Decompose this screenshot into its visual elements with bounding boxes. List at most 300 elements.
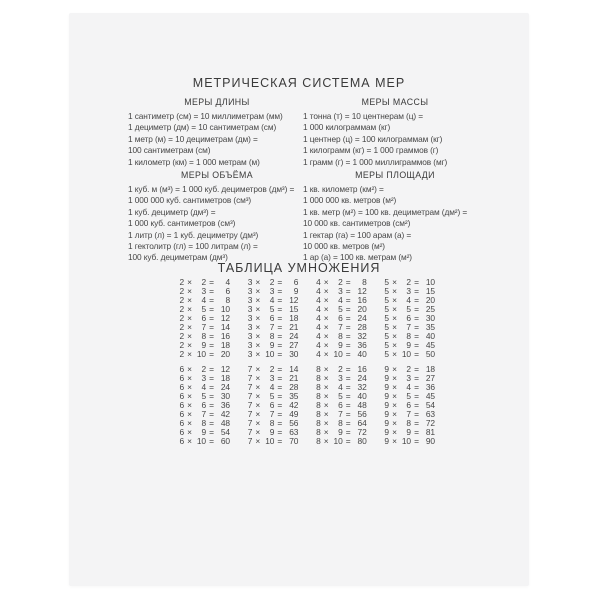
factor-a: 8 [316, 373, 321, 383]
times-sign: × [392, 427, 397, 437]
times-sign: × [255, 391, 261, 401]
factor-a: 9 [384, 418, 389, 428]
product: 9 [293, 286, 299, 296]
measure-line: 1 кв. метр (м²) = 100 кв. дециметрам (дм²) = [303, 206, 468, 217]
section-length-measures [128, 97, 306, 168]
times-sign: × [255, 277, 261, 287]
product: 72 [425, 418, 435, 428]
factor-a: 7 [247, 409, 253, 419]
times-sign: × [255, 364, 261, 374]
section-heading-length: МЕРЫ ДЛИНЫ [184, 97, 250, 107]
factor-a: 2 [179, 340, 184, 350]
equals-sign: = [414, 340, 419, 350]
times-sign: × [392, 340, 397, 350]
factor-b: 5 [269, 304, 275, 314]
measure-line: 1 000 000 куб. сантиметров (см³) [128, 195, 252, 206]
equals-sign: = [209, 436, 214, 446]
measure-line: 1 километр (км) = 1 000 метрам (м) [128, 156, 260, 167]
product: 18 [220, 373, 230, 383]
measure-line: 1 000 килограммам (кг) [303, 122, 391, 133]
product: 36 [220, 400, 230, 410]
factor-b: 10 [265, 349, 275, 359]
times-sign: × [187, 286, 192, 296]
times-sign: × [255, 286, 261, 296]
factor-a: 6 [179, 391, 184, 401]
measure-line: 1 грамм (г) = 1 000 миллиграммов (мг) [303, 156, 448, 167]
factor-b: 9 [269, 340, 275, 350]
measure-line: 100 куб. дециметрам (дм³) [128, 252, 228, 263]
factor-a: 8 [316, 382, 321, 392]
factor-a: 4 [316, 322, 321, 332]
times-sign: × [187, 418, 192, 428]
equals-sign: = [345, 286, 351, 296]
factor-a: 2 [179, 349, 184, 359]
factor-a: 7 [247, 373, 253, 383]
product: 27 [289, 340, 299, 350]
factor-a: 3 [247, 349, 253, 359]
equals-sign: = [277, 373, 283, 383]
product: 54 [220, 427, 230, 437]
equals-sign: = [345, 400, 351, 410]
product: 81 [425, 427, 435, 437]
product: 36 [425, 382, 435, 392]
times-sign: × [323, 364, 329, 374]
equals-sign: = [277, 391, 283, 401]
product: 10 [425, 277, 435, 287]
equals-sign: = [277, 349, 283, 359]
multiplication-fact [245, 437, 298, 446]
equals-sign: = [345, 418, 351, 428]
product: 49 [289, 409, 299, 419]
multiplication-fact [382, 350, 435, 359]
section-heading-volume: МЕРЫ ОБЪЁМА [180, 170, 254, 180]
factor-b: 10 [401, 436, 411, 446]
factor-b: 5 [338, 391, 343, 401]
factor-a: 4 [316, 340, 321, 350]
factor-b: 5 [201, 304, 206, 314]
factor-b: 2 [269, 364, 275, 374]
factor-a: 7 [247, 436, 253, 446]
factor-a: 2 [179, 295, 184, 305]
multiplication-column-9 [382, 365, 435, 446]
equals-sign: = [414, 364, 419, 374]
factor-b: 7 [201, 409, 206, 419]
times-sign: × [392, 391, 397, 401]
product: 72 [357, 427, 367, 437]
factor-b: 4 [201, 382, 206, 392]
factor-b: 5 [338, 304, 343, 314]
equals-sign: = [277, 400, 283, 410]
times-sign: × [255, 436, 261, 446]
measure-line: 1 килограмм (кг) = 1 000 граммов (г) [303, 145, 439, 156]
product: 56 [357, 409, 367, 419]
times-sign: × [392, 286, 397, 296]
equals-sign: = [209, 322, 214, 332]
equals-sign: = [209, 373, 214, 383]
multiplication-column-7 [245, 365, 298, 446]
factor-a: 2 [179, 286, 184, 296]
factor-b: 6 [269, 313, 275, 323]
times-sign: × [392, 409, 397, 419]
factor-b: 9 [338, 427, 343, 437]
multiplication-fact [177, 350, 230, 359]
times-sign: × [255, 409, 261, 419]
factor-a: 3 [247, 331, 253, 341]
equals-sign: = [209, 400, 214, 410]
equals-sign: = [414, 304, 419, 314]
section-volume-measures [128, 170, 306, 264]
factor-b: 2 [338, 364, 343, 374]
times-sign: × [323, 373, 329, 383]
factor-b: 4 [269, 295, 275, 305]
equals-sign: = [277, 409, 283, 419]
factor-a: 5 [384, 304, 389, 314]
factor-b: 4 [406, 295, 411, 305]
factor-b: 8 [406, 331, 411, 341]
times-sign: × [323, 277, 329, 287]
equals-sign: = [414, 436, 419, 446]
factor-a: 2 [179, 322, 184, 332]
equals-sign: = [414, 331, 419, 341]
times-sign: × [187, 313, 192, 323]
times-sign: × [187, 295, 192, 305]
times-sign: × [255, 340, 261, 350]
equals-sign: = [277, 364, 283, 374]
times-sign: × [255, 304, 261, 314]
product: 40 [357, 349, 367, 359]
factor-a: 7 [247, 364, 253, 374]
section-lines-mass [303, 111, 487, 168]
product: 6 [293, 277, 299, 287]
times-sign: × [323, 349, 329, 359]
product: 10 [220, 304, 230, 314]
equals-sign: = [414, 295, 419, 305]
times-sign: × [323, 427, 329, 437]
factor-b: 7 [338, 409, 343, 419]
factor-a: 9 [384, 373, 389, 383]
factor-b: 2 [406, 364, 411, 374]
factor-a: 4 [316, 331, 321, 341]
factor-b: 2 [338, 277, 343, 287]
times-sign: × [392, 331, 397, 341]
measure-line: 1 гектолитр (гл) = 100 литрам (л) = [128, 241, 258, 252]
factor-b: 7 [269, 409, 275, 419]
factor-b: 7 [269, 322, 275, 332]
factor-a: 8 [316, 391, 321, 401]
factor-b: 6 [269, 400, 275, 410]
equals-sign: = [345, 349, 351, 359]
factor-a: 3 [247, 295, 253, 305]
product: 6 [225, 286, 230, 296]
factor-a: 6 [179, 436, 184, 446]
factor-b: 2 [406, 277, 411, 287]
times-sign: × [187, 340, 192, 350]
equals-sign: = [277, 286, 283, 296]
multiplication-fact [245, 350, 298, 359]
factor-b: 4 [338, 382, 343, 392]
equals-sign: = [414, 373, 419, 383]
times-sign: × [187, 349, 192, 359]
factor-b: 8 [201, 418, 206, 428]
times-sign: × [323, 340, 329, 350]
equals-sign: = [345, 409, 351, 419]
factor-a: 7 [247, 400, 253, 410]
equals-sign: = [209, 286, 214, 296]
factor-a: 4 [316, 349, 321, 359]
times-sign: × [323, 382, 329, 392]
factor-a: 8 [316, 427, 321, 437]
product: 54 [425, 400, 435, 410]
factor-a: 5 [384, 322, 389, 332]
factor-a: 5 [384, 349, 389, 359]
multiplication-fact [314, 350, 367, 359]
measure-line: 10 000 кв. метров (м²) [303, 241, 385, 252]
equals-sign: = [209, 295, 214, 305]
section-lines-length [128, 111, 306, 168]
times-sign: × [255, 322, 261, 332]
multiplication-column-5 [382, 278, 435, 359]
times-sign: × [392, 436, 397, 446]
measure-line: 1 гектар (га) = 100 арам (а) = [303, 229, 412, 240]
equals-sign: = [277, 436, 283, 446]
times-sign: × [187, 391, 192, 401]
factor-b: 3 [338, 286, 343, 296]
factor-a: 6 [179, 364, 184, 374]
times-sign: × [392, 322, 397, 332]
factor-a: 9 [384, 382, 389, 392]
product: 12 [289, 295, 299, 305]
factor-a: 6 [179, 427, 184, 437]
product: 42 [220, 409, 230, 419]
times-sign: × [392, 364, 397, 374]
multiplication-column-2 [177, 278, 230, 359]
equals-sign: = [277, 331, 283, 341]
equals-sign: = [414, 349, 419, 359]
factor-b: 8 [269, 418, 275, 428]
factor-b: 8 [201, 331, 206, 341]
product: 16 [220, 331, 230, 341]
equals-sign: = [277, 304, 283, 314]
product: 48 [357, 400, 367, 410]
factor-a: 3 [247, 277, 253, 287]
factor-a: 4 [316, 286, 321, 296]
equals-sign: = [345, 364, 351, 374]
product: 90 [425, 436, 435, 446]
times-sign: × [392, 304, 397, 314]
times-sign: × [187, 427, 192, 437]
factor-a: 7 [247, 382, 253, 392]
times-sign: × [392, 418, 397, 428]
equals-sign: = [345, 322, 351, 332]
factor-a: 5 [384, 331, 389, 341]
equals-sign: = [345, 277, 351, 287]
equals-sign: = [277, 418, 283, 428]
times-sign: × [392, 295, 397, 305]
equals-sign: = [414, 418, 419, 428]
measure-line: 1 центнер (ц) = 100 килограммам (кг) [303, 133, 443, 144]
factor-a: 3 [247, 304, 253, 314]
product: 8 [362, 277, 367, 287]
times-sign: × [323, 286, 329, 296]
product: 50 [425, 349, 435, 359]
multiplication-fact [177, 437, 230, 446]
equals-sign: = [414, 391, 419, 401]
product: 12 [220, 364, 230, 374]
factor-b: 9 [338, 340, 343, 350]
multiplication-table-title: ТАБЛИЦА УМНОЖЕНИЯ [217, 261, 381, 275]
equals-sign: = [414, 427, 419, 437]
equals-sign: = [414, 400, 419, 410]
times-sign: × [392, 277, 397, 287]
factor-a: 4 [316, 277, 321, 287]
times-sign: × [323, 295, 329, 305]
product: 40 [425, 331, 435, 341]
product: 56 [289, 418, 299, 428]
equals-sign: = [345, 382, 351, 392]
times-sign: × [392, 382, 397, 392]
equals-sign: = [345, 373, 351, 383]
times-sign: × [187, 409, 192, 419]
product: 42 [289, 400, 299, 410]
factor-b: 2 [201, 277, 206, 287]
factor-a: 5 [384, 313, 389, 323]
factor-a: 9 [384, 400, 389, 410]
measure-line: 100 сантиметрам (см) [128, 145, 211, 156]
factor-b: 3 [406, 286, 411, 296]
factor-a: 6 [179, 418, 184, 428]
equals-sign: = [209, 427, 214, 437]
factor-a: 6 [179, 409, 184, 419]
equals-sign: = [414, 277, 419, 287]
equals-sign: = [209, 304, 214, 314]
product: 80 [357, 436, 367, 446]
factor-a: 2 [179, 277, 184, 287]
factor-b: 7 [201, 322, 206, 332]
product: 15 [289, 304, 299, 314]
factor-a: 5 [384, 340, 389, 350]
product: 70 [289, 436, 299, 446]
factor-b: 3 [269, 286, 275, 296]
equals-sign: = [414, 286, 419, 296]
product: 21 [289, 322, 299, 332]
factor-a: 9 [384, 364, 389, 374]
product: 4 [225, 277, 230, 287]
times-sign: × [323, 409, 329, 419]
times-sign: × [323, 313, 329, 323]
equals-sign: = [209, 391, 214, 401]
multiplication-column-8 [314, 365, 367, 446]
equals-sign: = [209, 409, 214, 419]
factor-b: 5 [406, 304, 411, 314]
factor-a: 7 [247, 427, 253, 437]
factor-a: 4 [316, 313, 321, 323]
product: 28 [357, 322, 367, 332]
factor-b: 2 [201, 364, 206, 374]
product: 16 [357, 295, 367, 305]
equals-sign: = [277, 427, 283, 437]
factor-b: 8 [406, 418, 411, 428]
factor-a: 6 [179, 373, 184, 383]
factor-b: 6 [338, 400, 343, 410]
product: 25 [425, 304, 435, 314]
section-area-measures [303, 170, 487, 264]
equals-sign: = [345, 331, 351, 341]
factor-a: 3 [247, 313, 253, 323]
factor-b: 3 [201, 286, 206, 296]
factor-b: 3 [269, 373, 275, 383]
factor-a: 2 [179, 313, 184, 323]
times-sign: × [323, 391, 329, 401]
factor-b: 4 [201, 295, 206, 305]
times-sign: × [392, 313, 397, 323]
measure-line: 1 000 куб. сантиметров (см³) [128, 218, 236, 229]
measure-line: 1 тонна (т) = 10 центнерам (ц) = [303, 111, 423, 121]
equals-sign: = [277, 277, 283, 287]
equals-sign: = [345, 427, 351, 437]
equals-sign: = [209, 364, 214, 374]
product: 30 [220, 391, 230, 401]
factor-b: 6 [406, 400, 411, 410]
product: 30 [289, 349, 299, 359]
product: 60 [220, 436, 230, 446]
equals-sign: = [209, 331, 214, 341]
measure-line: 10 000 кв. сантиметров (см²) [303, 218, 411, 229]
times-sign: × [187, 400, 192, 410]
product: 15 [425, 286, 435, 296]
section-lines-area [303, 184, 487, 264]
factor-b: 8 [338, 331, 343, 341]
times-sign: × [323, 400, 329, 410]
multiplication-column-3 [245, 278, 298, 359]
measure-line: 1 литр (л) = 1 куб. дециметру (дм³) [128, 229, 259, 240]
section-heading-area: МЕРЫ ПЛОЩАДИ [355, 170, 435, 180]
factor-b: 9 [406, 427, 411, 437]
product: 12 [357, 286, 367, 296]
times-sign: × [255, 349, 261, 359]
equals-sign: = [345, 304, 351, 314]
product: 35 [425, 322, 435, 332]
equals-sign: = [277, 382, 283, 392]
factor-a: 5 [384, 286, 389, 296]
section-heading-mass: МЕРЫ МАССЫ [361, 97, 429, 107]
multiplication-fact [382, 437, 435, 446]
times-sign: × [255, 295, 261, 305]
factor-a: 9 [384, 436, 389, 446]
multiplication-column-4 [314, 278, 367, 359]
factor-a: 3 [247, 322, 253, 332]
product: 63 [425, 409, 435, 419]
measure-line: 1 кв. километр (км²) = [303, 184, 384, 194]
equals-sign: = [209, 340, 214, 350]
equals-sign: = [209, 382, 214, 392]
product: 14 [220, 322, 230, 332]
factor-b: 5 [269, 391, 275, 401]
factor-b: 3 [406, 373, 411, 383]
factor-b: 5 [406, 391, 411, 401]
factor-a: 7 [247, 391, 253, 401]
factor-a: 9 [384, 409, 389, 419]
times-sign: × [323, 418, 329, 428]
multiplication-block-2-to-5 [177, 278, 435, 359]
factor-a: 4 [316, 304, 321, 314]
factor-b: 8 [338, 418, 343, 428]
measure-line: 1 сантиметр (см) = 10 миллиметрам (мм) [128, 111, 283, 121]
factor-b: 10 [333, 436, 343, 446]
factor-a: 9 [384, 427, 389, 437]
times-sign: × [323, 304, 329, 314]
product: 20 [425, 295, 435, 305]
product: 28 [289, 382, 299, 392]
